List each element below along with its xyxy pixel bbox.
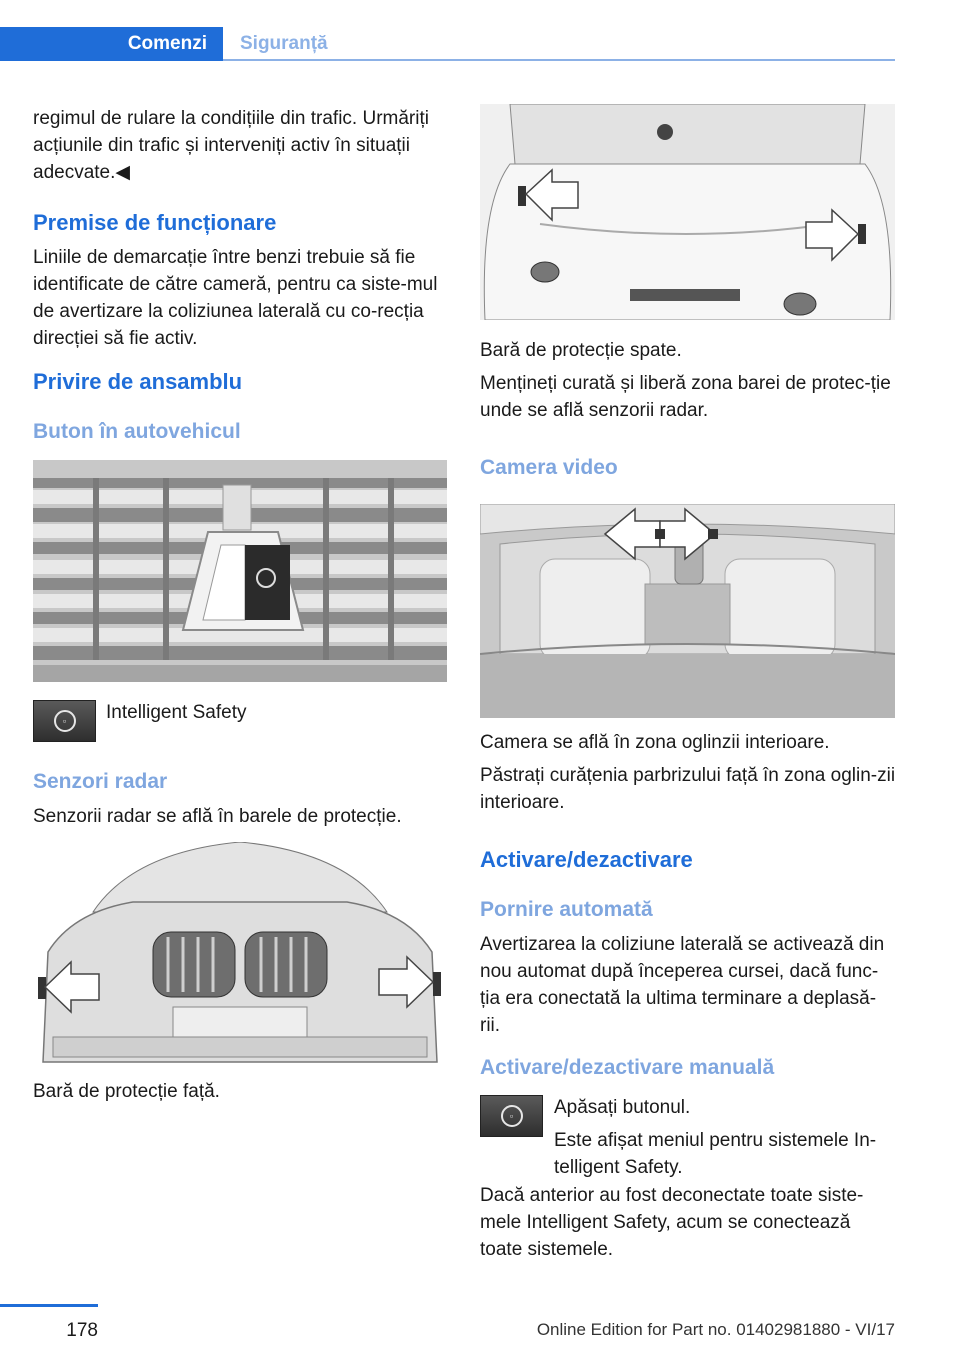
paragraph-premise: Liniile de demarcație între benzi trebuie să fie identificate de către cameră, pentru ca siste-mul de avertizare la coliziunea laterală cu co-recția direcției să fie activ. xyxy=(33,247,438,349)
chapter-tabs xyxy=(0,27,895,61)
tab-underline xyxy=(223,59,895,61)
paragraph-all-systems: Dacă anterior au fost deconectate toate siste-mele Intelligent Safety, acum se conectează toate sistemele. xyxy=(480,1185,864,1260)
paragraph-camera-location: Camera se află în zona oglinzii interioare. xyxy=(480,732,830,753)
footer-line xyxy=(0,1304,98,1307)
paragraph-senzori: Senzorii radar se află în barele de protecție. xyxy=(33,806,402,827)
heading-camera: Camera video xyxy=(480,456,618,479)
caption-rear-bumper: Bară de protecție spate. xyxy=(480,340,682,361)
paragraph-camera-clean: Păstrați curățenia parbrizului față în zona oglin-zii interioare. xyxy=(480,765,896,813)
heading-privire: Privire de ansamblu xyxy=(33,369,243,394)
front-bumper-image xyxy=(33,842,447,1064)
tab-comenzi[interactable]: Comenzi xyxy=(0,27,223,61)
rear-bumper-image xyxy=(480,104,895,320)
heading-pornire: Pornire automată xyxy=(480,898,653,921)
page-number: 178 xyxy=(66,1320,98,1341)
heading-senzori: Senzori radar xyxy=(33,770,168,793)
edition-text: Online Edition for Part no. 01402981880 - VI/17 xyxy=(536,1320,895,1339)
paragraph-rear-sensors: Mențineți curată și liberă zona barei de protec-ție unde se află senzorii radar. xyxy=(480,373,891,421)
button-caption: Intelligent Safety xyxy=(106,702,247,723)
paragraph-menu-shown: Este afișat meniul pentru sistemele In-telligent Safety. xyxy=(554,1130,877,1178)
shield-car-icon: ▫ xyxy=(501,1105,523,1127)
intelligent-safety-button-icon xyxy=(33,700,96,742)
intelligent-safety-button-icon-2 xyxy=(480,1095,543,1137)
heading-premise: Premise de funcționare xyxy=(33,210,277,235)
heading-manual: Activare/dezactivare manuală xyxy=(480,1056,775,1079)
heading-activare: Activare/dezactivare xyxy=(480,847,693,872)
paragraph-press-button: Apăsați butonul. xyxy=(554,1097,691,1118)
paragraph-auto-start: Avertizarea la coliziune laterală se activează din nou automat după începerea cursei, dacă func-ția era conectată la ultima terminare a deplasă-rii. xyxy=(480,934,885,1036)
tab-siguranta[interactable]: Siguranță xyxy=(223,27,895,61)
shield-car-icon: ▫ xyxy=(54,710,76,732)
caption-front-bumper: Bară de protecție față. xyxy=(33,1081,220,1102)
grille-button-image xyxy=(33,460,447,682)
heading-buton: Buton în autovehicul xyxy=(33,420,241,443)
camera-image xyxy=(480,504,895,718)
paragraph-intro: regimul de rulare la condițiile din trafic. Urmăriți acțiunile din trafic și interveniți activ în situații adecvate.◀ xyxy=(33,108,429,183)
